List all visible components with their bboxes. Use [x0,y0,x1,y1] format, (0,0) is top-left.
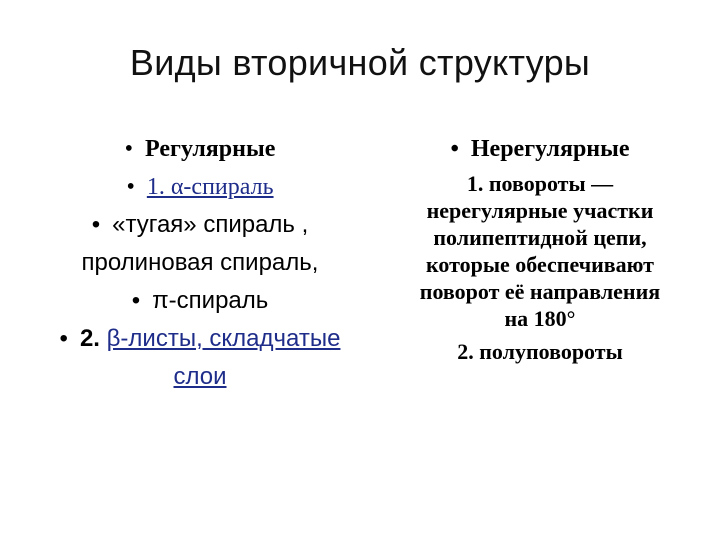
list-item [20,130,380,168]
right-column [380,130,700,365]
beta-sheets-link-continuation[interactable]: слои [173,363,227,390]
list-item [380,130,700,168]
left-column [20,130,380,396]
text-line: поворот её направления [419,279,661,304]
bullet-icon: • [124,136,134,162]
text-line: которые обеспечивают [426,252,654,277]
list-item [20,206,380,244]
tight-helix-text: «тугая» спираль , [112,211,309,238]
bullet-icon: • [131,287,141,314]
bullet-icon: • [59,325,68,352]
text-line: на 180° [504,306,576,331]
text-line: нерегулярные участки [426,198,654,223]
list-item-continuation [20,244,380,282]
bullet-icon: • [450,136,459,162]
regular-heading: Регулярные [145,136,276,162]
slide-title: Виды вторичной структуры [129,42,591,83]
text-line: 1. повороты — [466,171,614,196]
bullet-icon: • [91,211,101,238]
turns-description [380,170,700,332]
list-item [20,168,380,206]
alpha-helix-link[interactable]: 1. α-спираль [146,174,274,200]
list-item [20,282,380,320]
half-turns-text: 2. полуповороты [457,339,623,364]
proline-helix-text: пролиновая спираль, [81,249,319,276]
list-item [20,320,380,358]
text-line: полипептидной цепи, [433,225,647,250]
irregular-heading: Нерегулярные [470,136,630,162]
list-item-continuation [20,358,380,396]
pi-helix-text: π-спираль [152,287,269,314]
bullet-icon: • [126,174,135,200]
beta-sheets-link[interactable]: β-листы, складчатые [106,325,341,352]
item-number: 2. [79,325,100,352]
